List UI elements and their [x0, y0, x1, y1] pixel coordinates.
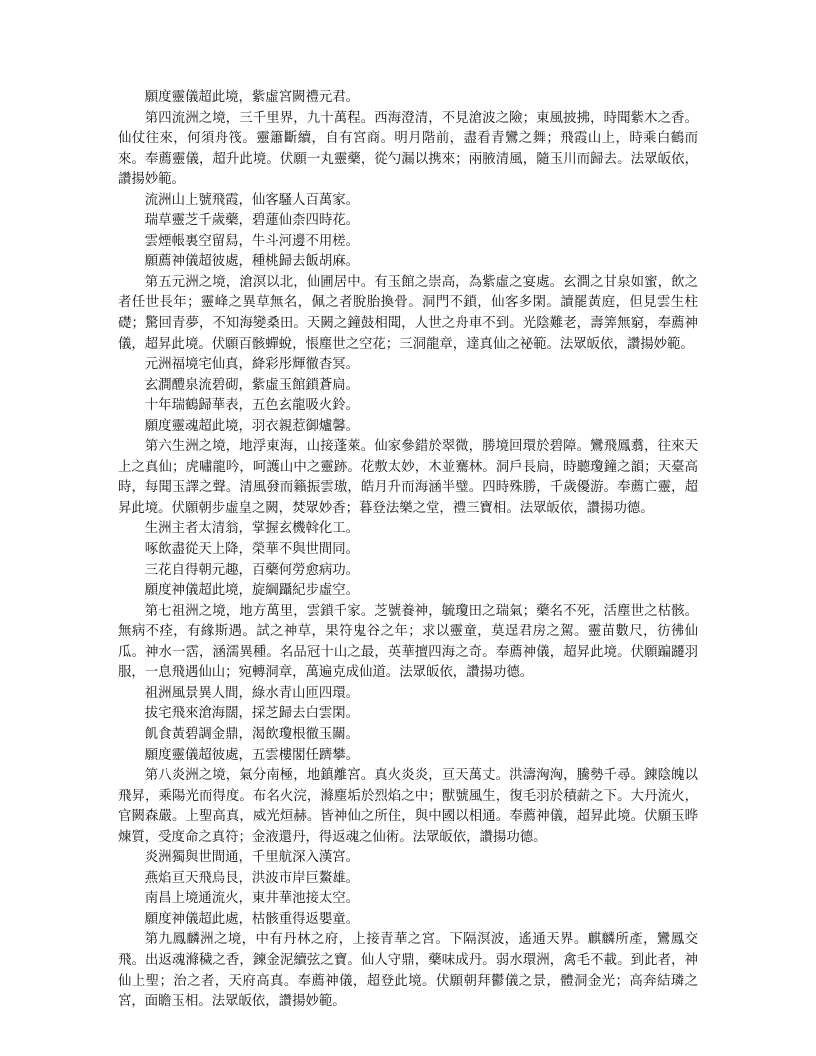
verse-line: 拔宅飛來滄海闊，採芝歸去白雲閑。 [144, 706, 360, 722]
verse-line: 玄澗醴泉流碧砌，紫虛玉館鎖蒼扃。 [144, 377, 360, 393]
verse-line: 祖洲風景異人間，綠水青山匝四環。 [144, 685, 360, 701]
verse-line: 飢食黃碧調金鼎，渴飲瓊根徹玉關。 [144, 726, 360, 742]
verse-line: 願度靈魂超此境，羽衣親惹御爐馨。 [144, 418, 360, 434]
verse-line: 炎洲獨與世間通，千里航深入漢宮。 [144, 850, 360, 866]
verse-line: 生洲主者太清翁，掌握玄機斡化工。 [144, 521, 360, 537]
verse-line: 願度靈儀超彼處，五雲樓閣任躋攀。 [144, 747, 360, 763]
verse-line: 燕焰亘天飛烏艮，洪波市岸巨鰲雄。 [144, 870, 360, 886]
verse-line: 願度靈儀超此境，紫虛宮闕禮元君。 [144, 90, 360, 105]
prose-paragraph: 第七祖洲之境，地方萬里，雲鎖千家。芝號養神，毓瓊田之瑞氣；藥名不死，活塵世之枯骸。無病不痊，有緣斯遇。試之神草，果符鬼谷之年；求以靈童，莫逞君房之駕。靈苗數尺，彷彿仙瓜。神水一霑，涵濡異種。名品冠十山之最，英華擅四海之奇。奉薦神儀，超昇此境。伏願蹁躚羽服，一息飛遇仙山；宛轉洞章，萬遍克成仙道。法眾皈依，讚揚功德。 [118, 603, 698, 681]
verse-line: 願薦神儀超彼處，種桃歸去飯胡麻。 [144, 254, 360, 270]
verse-line: 啄飲盡從天上降，榮華不與世間同。 [144, 542, 360, 558]
verse-line: 願度神儀超此境，旋綱躡紀步虛空。 [144, 583, 360, 599]
prose-paragraph: 第九鳳麟洲之境，中有丹林之府，上接青華之宮。下隔溟波，遙通天界。麒麟所產，鸞鳳交飛。出返魂滌穢之香，鍊金泥續弦之寶。仙人守鼎，藥味成丹。弱水環洲，禽毛不載。到此者，神仙上聖；治之者，天府高真。奉薦神儀，超登此境。伏願朝拜鬱儀之景，體洞金光；高奔結璘之宮，面瞻玉相。法眾皈依，讚揚妙範。 [118, 932, 698, 1010]
prose-paragraph: 第八炎洲之境，氣分南極，地鎮離宮。真火炎炎，亘天萬丈。洪濤洶洶，騰勢千尋。錬陰魄以飛昇，乘陽光而得度。布名火浣，滌塵垢於烈焰之中；獸號風生，復毛羽於積薪之下。大丹流火，官闕森嚴。上聖高真，威光烜赫。皆神仙之所住，與中國以相通。奉薦神儀，超昇此境。伏願玉晔煉質，受度命之真符；金液還丹，得返魂之仙術。法眾皈依，讚揚功德。 [118, 768, 698, 845]
verse-line: 南昌上境通流火，東井華池接太空。 [144, 891, 360, 907]
prose-paragraph: 第五元洲之境，滄溟以北，仙圃居中。有玉館之崇高，為紫虛之宴處。玄澗之甘泉如蜜，飲之者任世長年；靈峰之異草無名，佩之者脫胎換骨。洞門不鎖，仙客多閑。讀罷黃庭，但見雲生柱礎；驚回青夢，不知海變桑田。天闕之鐘鼓相聞，人世之舟車不到。光陰難老，壽筭無窮，奉薦神儀，超昇此境。伏願百骸蟬蛻，悵塵世之空花；三洞龍章，達真仙之祕範。法眾皈依，讚揚妙範。 [118, 274, 698, 352]
verse-line: 瑞草靈芝千歲藥，碧蓮仙柰四時花。 [144, 213, 360, 229]
verse-line: 元洲福境宅仙真，絳彩彤輝徹杳冥。 [144, 357, 360, 373]
verse-line: 十年瑞鶴歸華表，五色玄龍吸火鈴。 [144, 398, 360, 414]
prose-paragraph: 第四流洲之境，三千里界，九十萬程。西海澄清，不見滄波之險；東風披拂，時聞紫木之香。仙仗往來，何須舟筏。靈簫斷續，自有宮商。明月階前，盡看青鸞之舞；飛霞山上，時乘白鶴而來。奉薦靈儀，超升此境。伏願一丸靈藥，從勺漏以携來；兩腋清風，隨玉川而歸去。法眾皈依，讚揚妙範。 [118, 110, 698, 188]
scripture-page [118, 88, 698, 1013]
verse-line: 雲煙帳裏空留舄，牛斗河邊不用槎。 [144, 233, 360, 249]
prose-paragraph: 第六生洲之境，地浮東海，山接蓬萊。仙家參錯於翠微，勝境回環於碧障。鸞飛鳳翥，往來天上之真仙；虎嘯龍吟，呵護山中之靈跡。花敷太妙，木並騫林。洞戶長扃，時聽瓊鐘之韻；天臺高時，每聞玉譯之聲。清風發而籟振雲璈，皓月升而海涵半璧。四時殊勝，千歲優游。奉薦亡靈，超昇此境。伏願朝步虛皇之闕，焚眾妙香；暮登法樂之堂，禮三寶相。法眾皈依，讚揚功德。 [118, 439, 698, 516]
verse-line: 願度神儀超此處，枯骸重得返嬰童。 [144, 911, 360, 927]
verse-line: 三花自得朝元趣，百藥何勞愈病功。 [144, 562, 360, 578]
verse-line: 流洲山上號飛霞，仙客騷人百萬家。 [144, 192, 360, 208]
